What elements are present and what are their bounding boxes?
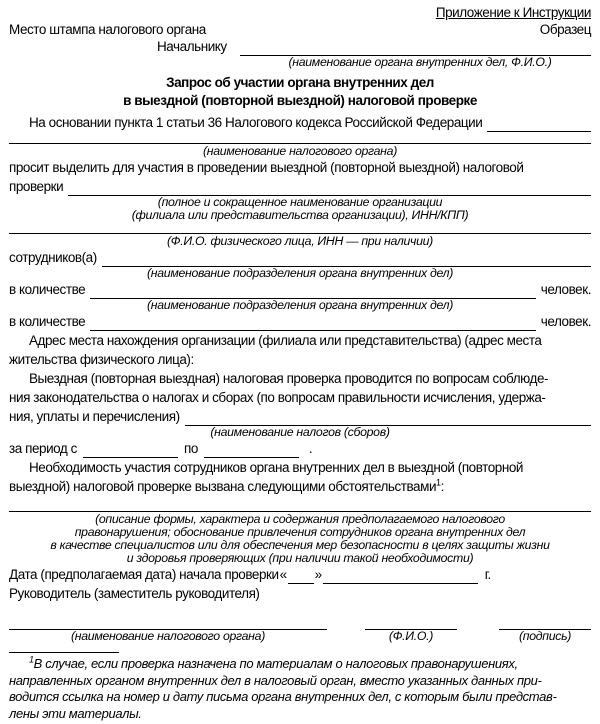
quantity-blank-field-2 [90,315,536,331]
signature-name-caption: (Ф.И.О.) [388,629,434,643]
quantity-blank-field-1 [90,283,536,299]
reason-caption-line3: в качестве специалистов или для обеспечения мер безопасности в целях защиты жизни [50,538,550,552]
addressee-blank-field [240,40,591,56]
organization-caption-line1: (полное и сокращенное наименование организации [157,195,443,209]
start-date-row [9,565,591,584]
signature-authority-caption: (наименование налогового органа) [71,629,265,643]
address-line1: Адрес места нахождения организации (филиала или представительства) (адрес места [29,333,542,348]
tax-authority-blank-field [9,132,591,144]
necessity-line1: Необходимость участия сотрудников органа внутренних дел в выездной (повторной [29,460,524,475]
quantity-row-2 [9,312,591,331]
stamp-row [9,21,591,38]
unit-caption-1: (наименование подразделения органа внутренних дел) [146,266,454,280]
necessity-colon: : [440,479,444,494]
footnote-line3: водится ссылка на номер и дату письма органа внутренних дел, с которым были представ- [9,689,557,704]
footnote-separator [9,652,119,653]
taxes-blank-field [185,410,591,426]
footnote-marker: 1 [29,654,34,665]
audit-line1: Выездная (повторная выездная) налоговая проверка проводится по вопросам соблюде- [29,371,549,386]
footnote-line1-row [9,656,591,673]
quote-close: » [314,567,322,582]
basis-line [9,113,591,132]
quantity-suffix-2: человек. [540,314,591,329]
quantity-label-1: в количестве [9,282,86,297]
request-line2-text: проверки [9,179,64,194]
footnote-line1: В случае, если проверка назначена по материалам о налоговых правонарушениях, [33,656,518,671]
request-line1: просит выделить для участия в проведении выездной (повторной выездной) налоговой [9,160,524,175]
month-year-blank-field [323,568,478,584]
signature-name-column [365,617,457,643]
signature-authority-column [9,617,327,643]
day-blank-field [288,568,314,584]
basis-text: На основании пункта 1 статьи 36 Налогового кодекса Российской Федерации [29,115,483,130]
year-suffix: г. [484,567,491,582]
signature-sign-caption: (подпись) [518,629,572,643]
period-to-blank-field [204,442,299,458]
basis-blank-field [487,116,591,132]
stamp-place-label: Место штампа налогового органа [9,22,206,37]
period-middle: по [183,441,198,456]
start-date-label: Дата (предполагаемая дата) начала проверки [9,567,279,582]
quantity-label-2: в количестве [9,314,86,329]
footnote-reference: 1 [436,477,441,488]
tax-authority-caption: (наименование налогового органа) [203,144,397,158]
reason-caption-line4: и здоровья проверяющих (при наличии такой необходимости) [126,551,474,565]
organization-blank-field [68,180,591,196]
addressee-row [9,38,591,56]
footnote-line2: направленных органом внутренних дел в налоговый орган, вместо указанных данных при- [9,672,542,688]
addressee-label: Начальнику [157,39,227,54]
signature-row [9,617,591,643]
address-line2: жительства физического лица): [9,352,194,367]
quote-open: « [279,567,287,582]
request-line2-row [9,177,591,196]
necessity-line2-text: выездной) налоговой проверке вызвана следующими обстоятельствами [9,479,437,494]
period-from-blank-field [83,442,178,458]
period-row [9,439,591,458]
staff-unit-blank-field [102,251,591,267]
audit-line2: ния законодательства о налогах и сборах (по вопросам правильности исчисления, удержа- [9,390,546,405]
document-title [9,74,591,110]
period-prefix: за период с [9,441,77,456]
staff-label: сотрудников(а) [9,250,97,265]
audit-line3-row [9,407,591,426]
period-suffix: . [308,441,313,456]
head-label: Руководитель (заместитель руководителя) [9,586,260,601]
reason-caption-line2: правонарушения; обоснование привлечения сотрудников органа внутренних дел [74,525,526,539]
footnote [9,656,591,722]
staff-row [9,248,591,267]
annex-heading: Приложение к Инструкции [435,5,591,20]
taxes-caption: (наименование налогов (сборов) [210,425,390,439]
footnote-line4: лены эти материалы. [9,705,142,721]
reason-blank-field [9,496,591,512]
person-blank-field [9,222,591,234]
person-caption: (Ф.И.О. физического лица, ИНН — при наличии) [167,234,433,248]
quantity-suffix-1: человек. [540,282,591,297]
organization-caption-line2: (филиала или представительства организации), ИНН/КПП) [131,208,469,222]
audit-line3-text: ния, уплаты и перечисления) [9,409,180,424]
sample-label: Образец [539,22,591,37]
document-title-line2: в выездной (повторной выездной) налоговой проверке [123,93,477,108]
unit-caption-2: (наименование подразделения органа внутренних дел) [146,298,454,312]
quantity-row-1 [9,280,591,299]
document-title-line1: Запрос об участии органа внутренних дел [166,75,434,90]
reason-caption-line1: (описание формы, характера и содержания предполагаемого налогового [95,512,505,526]
addressee-caption: (наименование органа внутренних дел, Ф.И.О.) [288,55,552,69]
necessity-line2-row [9,477,591,496]
signature-sign-column [499,617,591,643]
